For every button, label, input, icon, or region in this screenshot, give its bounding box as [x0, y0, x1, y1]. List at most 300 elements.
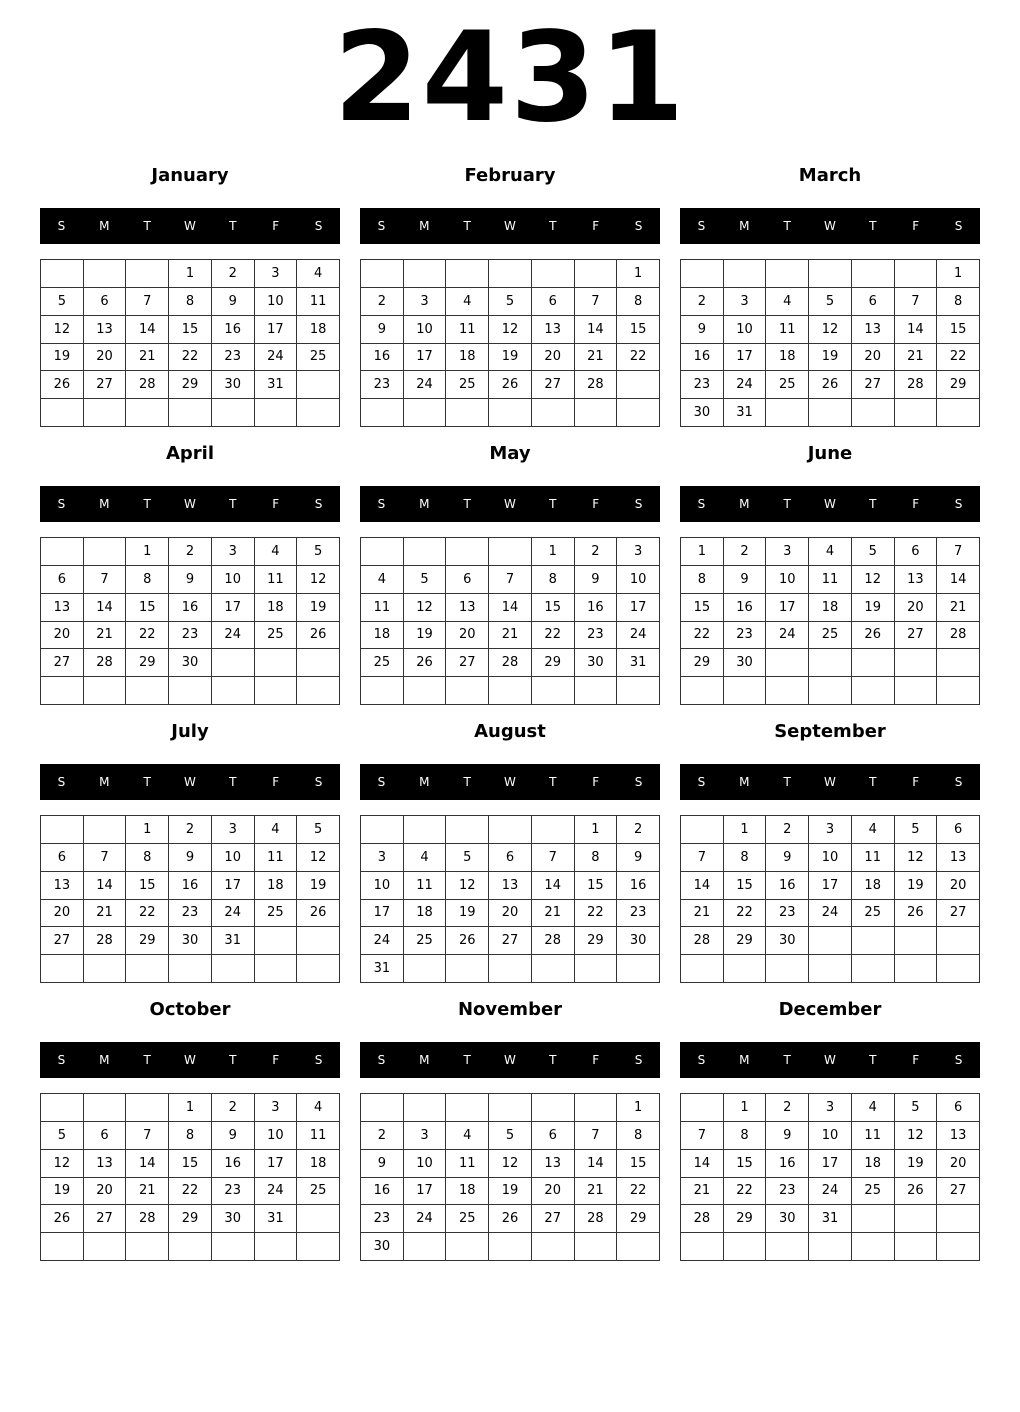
day-cell: 4: [446, 1122, 489, 1150]
day-cell: 30: [169, 649, 212, 677]
day-cell: 21: [84, 900, 127, 928]
empty-day-cell: [41, 399, 84, 427]
empty-day-cell: [681, 260, 724, 288]
day-cell: 10: [809, 1122, 852, 1150]
day-cell: 6: [852, 288, 895, 316]
day-cell: 8: [681, 566, 724, 594]
day-cell: 9: [766, 844, 809, 872]
day-cell: 12: [895, 1122, 938, 1150]
day-cell: 17: [404, 1178, 447, 1206]
day-cell: 24: [212, 900, 255, 928]
day-cell: 13: [532, 1150, 575, 1178]
day-cell: 2: [724, 538, 767, 566]
empty-day-cell: [681, 1094, 724, 1122]
day-cell: 15: [169, 1150, 212, 1178]
empty-day-cell: [532, 816, 575, 844]
day-cell: 10: [809, 844, 852, 872]
day-cell: 2: [361, 1122, 404, 1150]
day-cell: 20: [41, 622, 84, 650]
empty-day-cell: [84, 1094, 127, 1122]
day-cell: 8: [724, 1122, 767, 1150]
day-cell: 25: [809, 622, 852, 650]
day-cell: 9: [169, 566, 212, 594]
day-cell: 16: [617, 872, 660, 900]
empty-day-cell: [446, 399, 489, 427]
empty-day-cell: [404, 1094, 447, 1122]
month-january: [40, 160, 340, 430]
day-cell: 19: [809, 344, 852, 372]
weekday-header: T: [143, 219, 151, 233]
empty-day-cell: [617, 1233, 660, 1261]
empty-day-cell: [575, 677, 618, 705]
day-cell: 18: [809, 594, 852, 622]
empty-day-cell: [895, 1205, 938, 1233]
weekday-header: W: [184, 1053, 196, 1067]
day-cell: 30: [361, 1233, 404, 1261]
day-cell: 6: [937, 816, 980, 844]
month-november: [360, 994, 660, 1264]
day-cell: 20: [895, 594, 938, 622]
month-july: [40, 716, 340, 986]
day-cell: 17: [255, 1150, 298, 1178]
weekday-header: W: [824, 497, 836, 511]
day-cell: 15: [724, 1150, 767, 1178]
day-cell: 14: [575, 316, 618, 344]
day-cell: 11: [766, 316, 809, 344]
empty-day-cell: [766, 955, 809, 983]
day-cell: 12: [297, 566, 340, 594]
empty-day-cell: [41, 955, 84, 983]
day-cell: 5: [489, 1122, 532, 1150]
empty-day-cell: [212, 955, 255, 983]
day-cell: 13: [84, 1150, 127, 1178]
weekday-header: T: [463, 775, 471, 789]
day-cell: 29: [169, 371, 212, 399]
day-cell: 16: [212, 1150, 255, 1178]
day-cell: 24: [724, 371, 767, 399]
day-cell: 28: [937, 622, 980, 650]
day-cell: 11: [255, 566, 298, 594]
day-cell: 11: [297, 1122, 340, 1150]
empty-day-cell: [724, 260, 767, 288]
day-cell: 2: [169, 538, 212, 566]
empty-day-cell: [617, 677, 660, 705]
day-cell: 19: [895, 872, 938, 900]
day-cell: 24: [766, 622, 809, 650]
empty-day-cell: [404, 260, 447, 288]
day-cell: 1: [126, 816, 169, 844]
day-cell: 9: [169, 844, 212, 872]
day-cell: 12: [489, 1150, 532, 1178]
day-cell: 5: [895, 1094, 938, 1122]
empty-day-cell: [169, 677, 212, 705]
weekday-header-bar: [40, 486, 340, 522]
empty-day-cell: [532, 260, 575, 288]
day-cell: 21: [681, 900, 724, 928]
day-cell: 11: [297, 288, 340, 316]
empty-day-cell: [255, 677, 298, 705]
weekday-header: W: [504, 497, 516, 511]
weekday-header: T: [869, 775, 877, 789]
day-cell: 6: [41, 566, 84, 594]
empty-day-cell: [895, 955, 938, 983]
day-cell: 23: [681, 371, 724, 399]
day-cell: 9: [617, 844, 660, 872]
weekday-header-bar: [360, 486, 660, 522]
day-cell: 23: [361, 371, 404, 399]
day-cell: 9: [575, 566, 618, 594]
empty-day-cell: [446, 677, 489, 705]
empty-day-cell: [126, 955, 169, 983]
empty-day-cell: [681, 816, 724, 844]
weekday-header: S: [57, 1053, 66, 1067]
weekday-header: W: [184, 219, 196, 233]
day-grid: [680, 1093, 980, 1261]
day-cell: 16: [169, 872, 212, 900]
empty-day-cell: [489, 955, 532, 983]
empty-day-cell: [169, 399, 212, 427]
day-cell: 21: [681, 1178, 724, 1206]
weekday-header: S: [314, 497, 323, 511]
empty-day-cell: [575, 1233, 618, 1261]
weekday-header-bar: [360, 1042, 660, 1078]
day-cell: 27: [852, 371, 895, 399]
day-cell: 29: [126, 927, 169, 955]
day-cell: 28: [84, 927, 127, 955]
weekday-header: F: [912, 497, 920, 511]
empty-day-cell: [489, 816, 532, 844]
weekday-header: F: [272, 497, 280, 511]
empty-day-cell: [212, 677, 255, 705]
day-cell: 27: [41, 927, 84, 955]
day-cell: 24: [809, 1178, 852, 1206]
empty-day-cell: [809, 677, 852, 705]
empty-day-cell: [724, 955, 767, 983]
day-cell: 10: [617, 566, 660, 594]
day-cell: 23: [212, 1178, 255, 1206]
day-cell: 18: [255, 594, 298, 622]
day-cell: 19: [297, 872, 340, 900]
empty-day-cell: [724, 677, 767, 705]
empty-day-cell: [937, 677, 980, 705]
day-cell: 27: [446, 649, 489, 677]
day-grid: [360, 259, 660, 427]
day-cell: 13: [446, 594, 489, 622]
empty-day-cell: [446, 260, 489, 288]
day-cell: 21: [895, 344, 938, 372]
day-cell: 13: [895, 566, 938, 594]
day-cell: 7: [126, 1122, 169, 1150]
weekday-header: S: [697, 1053, 706, 1067]
day-cell: 26: [41, 1205, 84, 1233]
day-cell: 18: [446, 344, 489, 372]
weekday-header-bar: [680, 208, 980, 244]
day-cell: 24: [617, 622, 660, 650]
month-name: September: [774, 721, 886, 742]
day-cell: 7: [575, 288, 618, 316]
day-cell: 14: [681, 1150, 724, 1178]
empty-day-cell: [532, 1094, 575, 1122]
day-cell: 25: [446, 371, 489, 399]
empty-day-cell: [532, 1233, 575, 1261]
day-cell: 22: [617, 1178, 660, 1206]
day-cell: 10: [255, 288, 298, 316]
empty-day-cell: [852, 399, 895, 427]
empty-day-cell: [575, 955, 618, 983]
weekday-header-bar: [680, 486, 980, 522]
day-cell: 11: [852, 1122, 895, 1150]
day-cell: 4: [297, 260, 340, 288]
weekday-header-bar: [40, 1042, 340, 1078]
day-cell: 30: [212, 1205, 255, 1233]
empty-day-cell: [126, 260, 169, 288]
month-name: January: [151, 165, 229, 186]
day-cell: 7: [489, 566, 532, 594]
day-cell: 1: [724, 816, 767, 844]
day-cell: 18: [255, 872, 298, 900]
weekday-header: M: [99, 219, 110, 233]
day-cell: 1: [937, 260, 980, 288]
weekday-header: T: [783, 1053, 791, 1067]
empty-day-cell: [895, 399, 938, 427]
day-cell: 3: [724, 288, 767, 316]
month-name: December: [778, 999, 882, 1020]
day-cell: 3: [617, 538, 660, 566]
day-cell: 23: [766, 900, 809, 928]
day-grid: [40, 259, 340, 427]
empty-day-cell: [255, 927, 298, 955]
weekday-header: M: [419, 1053, 430, 1067]
day-cell: 13: [937, 1122, 980, 1150]
day-cell: 16: [766, 872, 809, 900]
weekday-header: T: [549, 775, 557, 789]
empty-day-cell: [361, 538, 404, 566]
empty-day-cell: [617, 399, 660, 427]
day-cell: 2: [681, 288, 724, 316]
empty-day-cell: [404, 677, 447, 705]
empty-day-cell: [617, 955, 660, 983]
weekday-header: T: [143, 775, 151, 789]
day-grid: [680, 815, 980, 983]
weekday-header: S: [634, 775, 643, 789]
day-cell: 2: [169, 816, 212, 844]
day-cell: 11: [361, 594, 404, 622]
weekday-header: F: [912, 775, 920, 789]
day-cell: 21: [126, 344, 169, 372]
day-cell: 4: [852, 816, 895, 844]
day-cell: 6: [532, 1122, 575, 1150]
day-cell: 17: [809, 1150, 852, 1178]
weekday-header-bar: [360, 764, 660, 800]
weekday-header: S: [697, 775, 706, 789]
day-cell: 8: [126, 844, 169, 872]
weekday-header: F: [592, 497, 600, 511]
empty-day-cell: [297, 371, 340, 399]
day-cell: 31: [212, 927, 255, 955]
weekday-header: S: [314, 775, 323, 789]
empty-day-cell: [84, 260, 127, 288]
weekday-header: W: [504, 219, 516, 233]
weekday-header: S: [634, 219, 643, 233]
weekday-header: S: [954, 219, 963, 233]
day-cell: 7: [126, 288, 169, 316]
empty-day-cell: [895, 677, 938, 705]
day-cell: 6: [532, 288, 575, 316]
day-cell: 18: [446, 1178, 489, 1206]
weekday-header: W: [184, 775, 196, 789]
day-cell: 7: [895, 288, 938, 316]
empty-day-cell: [766, 1233, 809, 1261]
day-cell: 8: [724, 844, 767, 872]
day-cell: 17: [766, 594, 809, 622]
day-cell: 23: [766, 1178, 809, 1206]
day-cell: 21: [575, 1178, 618, 1206]
day-cell: 3: [255, 1094, 298, 1122]
day-cell: 14: [895, 316, 938, 344]
empty-day-cell: [361, 1094, 404, 1122]
weekday-header: S: [954, 1053, 963, 1067]
weekday-header: S: [377, 1053, 386, 1067]
day-cell: 27: [489, 927, 532, 955]
day-cell: 10: [724, 316, 767, 344]
day-cell: 13: [532, 316, 575, 344]
day-cell: 29: [532, 649, 575, 677]
weekday-header: F: [272, 1053, 280, 1067]
day-cell: 20: [84, 344, 127, 372]
day-cell: 1: [681, 538, 724, 566]
empty-day-cell: [297, 927, 340, 955]
day-cell: 22: [724, 1178, 767, 1206]
empty-day-cell: [766, 260, 809, 288]
empty-day-cell: [84, 1233, 127, 1261]
day-cell: 2: [212, 1094, 255, 1122]
weekday-header: W: [504, 1053, 516, 1067]
day-cell: 11: [852, 844, 895, 872]
weekday-header: S: [377, 497, 386, 511]
day-cell: 7: [84, 566, 127, 594]
weekday-header: S: [954, 497, 963, 511]
month-name: October: [149, 999, 231, 1020]
day-cell: 1: [617, 1094, 660, 1122]
day-cell: 20: [532, 344, 575, 372]
day-cell: 28: [895, 371, 938, 399]
weekday-header: T: [143, 1053, 151, 1067]
day-cell: 1: [724, 1094, 767, 1122]
day-cell: 14: [84, 872, 127, 900]
day-cell: 6: [41, 844, 84, 872]
month-name: March: [798, 165, 862, 186]
day-cell: 26: [297, 900, 340, 928]
empty-day-cell: [489, 677, 532, 705]
day-cell: 22: [126, 622, 169, 650]
day-cell: 2: [766, 1094, 809, 1122]
day-cell: 27: [84, 371, 127, 399]
day-cell: 26: [446, 927, 489, 955]
weekday-header: W: [824, 1053, 836, 1067]
day-cell: 23: [169, 622, 212, 650]
day-cell: 11: [809, 566, 852, 594]
month-name: August: [474, 721, 546, 742]
day-cell: 15: [126, 594, 169, 622]
day-cell: 12: [489, 316, 532, 344]
month-september: [680, 716, 980, 986]
empty-day-cell: [41, 816, 84, 844]
empty-day-cell: [937, 1205, 980, 1233]
day-cell: 20: [84, 1178, 127, 1206]
day-cell: 8: [575, 844, 618, 872]
day-cell: 20: [446, 622, 489, 650]
day-cell: 18: [404, 900, 447, 928]
day-cell: 31: [809, 1205, 852, 1233]
day-cell: 17: [361, 900, 404, 928]
weekday-header: T: [463, 219, 471, 233]
day-cell: 12: [404, 594, 447, 622]
day-cell: 18: [852, 872, 895, 900]
day-cell: 8: [617, 1122, 660, 1150]
day-cell: 3: [809, 816, 852, 844]
empty-day-cell: [404, 1233, 447, 1261]
weekday-header: S: [377, 219, 386, 233]
empty-day-cell: [895, 1233, 938, 1261]
day-cell: 16: [212, 316, 255, 344]
day-cell: 18: [297, 316, 340, 344]
empty-day-cell: [575, 399, 618, 427]
day-grid: [40, 1093, 340, 1261]
day-cell: 1: [169, 1094, 212, 1122]
day-cell: 23: [575, 622, 618, 650]
empty-day-cell: [404, 538, 447, 566]
weekday-header: W: [824, 219, 836, 233]
day-cell: 20: [937, 872, 980, 900]
day-cell: 31: [617, 649, 660, 677]
day-cell: 28: [126, 371, 169, 399]
day-cell: 30: [575, 649, 618, 677]
empty-day-cell: [489, 260, 532, 288]
weekday-header: F: [592, 1053, 600, 1067]
day-cell: 20: [489, 900, 532, 928]
day-cell: 7: [532, 844, 575, 872]
day-cell: 25: [766, 371, 809, 399]
day-cell: 19: [404, 622, 447, 650]
empty-day-cell: [809, 1233, 852, 1261]
day-cell: 19: [41, 344, 84, 372]
weekday-header: S: [634, 497, 643, 511]
day-cell: 27: [532, 1205, 575, 1233]
day-cell: 29: [724, 1205, 767, 1233]
day-cell: 4: [809, 538, 852, 566]
day-cell: 27: [532, 371, 575, 399]
day-cell: 9: [724, 566, 767, 594]
day-cell: 13: [41, 594, 84, 622]
month-february: [360, 160, 660, 430]
day-cell: 25: [404, 927, 447, 955]
weekday-header: F: [912, 1053, 920, 1067]
day-cell: 3: [212, 816, 255, 844]
day-cell: 3: [212, 538, 255, 566]
day-cell: 14: [681, 872, 724, 900]
day-cell: 16: [681, 344, 724, 372]
day-cell: 1: [169, 260, 212, 288]
day-cell: 11: [446, 316, 489, 344]
day-cell: 1: [575, 816, 618, 844]
day-cell: 5: [41, 288, 84, 316]
day-cell: 28: [575, 371, 618, 399]
weekday-header: T: [143, 497, 151, 511]
day-cell: 3: [766, 538, 809, 566]
empty-day-cell: [766, 399, 809, 427]
day-cell: 29: [937, 371, 980, 399]
day-cell: 26: [809, 371, 852, 399]
